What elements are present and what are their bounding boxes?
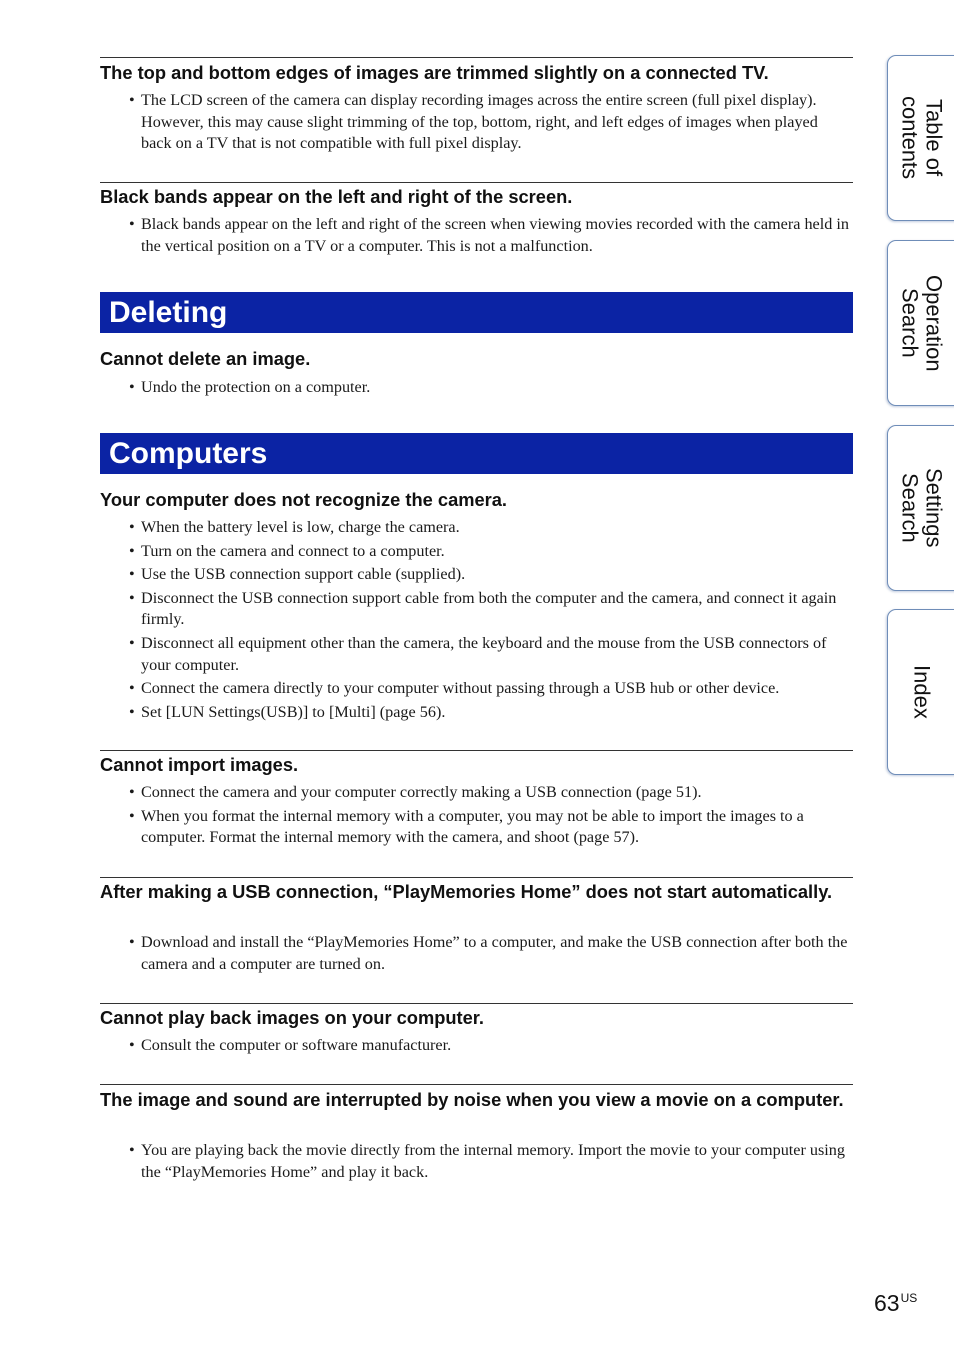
bullet-list	[129, 782, 851, 851]
section-heading: After making a USB connection, “PlayMemories Home” does not start automatically.	[100, 881, 833, 902]
list-item: • When you format the internal memory with a computer, you may not be able to import the images to a computer. Format the internal memory with the camera, and shoot (page 57).	[129, 806, 851, 849]
tab-label-line2: contents	[897, 96, 923, 180]
bullet-list	[129, 517, 851, 725]
section-heading: Black bands appear on the left and right of the screen.	[100, 186, 573, 207]
tab-label-line1: Index	[909, 665, 935, 719]
page-number	[874, 1290, 917, 1317]
section-heading: Your computer does not recognize the camera.	[100, 489, 508, 510]
list-item: • Download and install the “PlayMemories Home” to a computer, and make the USB connection after both the camera and a computer are turned on.	[129, 932, 851, 975]
list-item: • Black bands appear on the left and right of the screen when viewing movies recorded with the camera held in the vertical position on a TV or a computer. This is not a malfunction.	[129, 214, 851, 257]
bullet-list	[129, 932, 851, 977]
list-item: • Disconnect the USB connection support cable from both the computer and the camera, and connect it again firmly.	[129, 588, 851, 631]
section-heading: The top and bottom edges of images are trimmed slightly on a connected TV.	[100, 62, 769, 83]
bullet-list	[129, 1035, 851, 1059]
tab-label	[888, 426, 954, 590]
tab-index[interactable]	[887, 609, 954, 775]
tab-label-line2: Search	[897, 473, 923, 543]
list-item: • Use the USB connection support cable (supplied).	[129, 564, 851, 586]
tab-label-line1: Settings	[921, 468, 947, 548]
list-item: • You are playing back the movie directly from the internal memory. Import the movie to your computer using the “PlayMemories Home” and play it back.	[129, 1140, 851, 1183]
tab-operation-search[interactable]	[887, 240, 954, 406]
tab-table-of-contents[interactable]	[887, 55, 954, 221]
list-item: • Set [LUN Settings(USB)] to [Multi] (page 56).	[129, 702, 851, 724]
list-item: • Undo the protection on a computer.	[129, 377, 851, 399]
list-item: • Connect the camera and your computer correctly making a USB connection (page 51).	[129, 782, 851, 804]
tab-settings-search[interactable]	[887, 425, 954, 591]
list-item: • The LCD screen of the camera can display recording images across the entire screen (full pixel display). However, this may cause slight trimming of the top, bottom, right, and left edges of images when played back on a TV that is not compatible with full pixel display.	[129, 90, 851, 155]
bullet-list	[129, 90, 851, 157]
list-item: • Consult the computer or software manufacturer.	[129, 1035, 851, 1057]
list-item: • Disconnect all equipment other than the camera, the keyboard and the mouse from the USB connectors of your computer.	[129, 633, 851, 676]
tab-label	[888, 241, 954, 405]
list-item: • Connect the camera directly to your computer without passing through a USB hub or other device.	[129, 678, 851, 700]
chapter-banner-deleting: Deleting	[100, 292, 853, 333]
page-number-value: 63	[874, 1290, 900, 1316]
bullet-list	[129, 214, 851, 259]
tab-label-line1: Table of	[921, 99, 947, 177]
tab-label	[888, 56, 954, 220]
tab-label-line1: Operation	[921, 274, 947, 372]
tab-label	[888, 610, 954, 774]
section-heading: Cannot import images.	[100, 754, 299, 775]
page-number-suffix: US	[900, 1291, 918, 1305]
tab-label-line2: Search	[897, 288, 923, 358]
list-item: • When the battery level is low, charge the camera.	[129, 517, 851, 539]
section-heading: The image and sound are interrupted by noise when you view a movie on a computer.	[100, 1089, 844, 1110]
bullet-list	[129, 1140, 851, 1185]
section-heading: Cannot play back images on your computer.	[100, 1007, 484, 1028]
chapter-banner-computers: Computers	[100, 433, 853, 474]
list-item: • Turn on the camera and connect to a computer.	[129, 541, 851, 563]
bullet-list	[129, 377, 851, 401]
section-heading: Cannot delete an image.	[100, 348, 311, 369]
